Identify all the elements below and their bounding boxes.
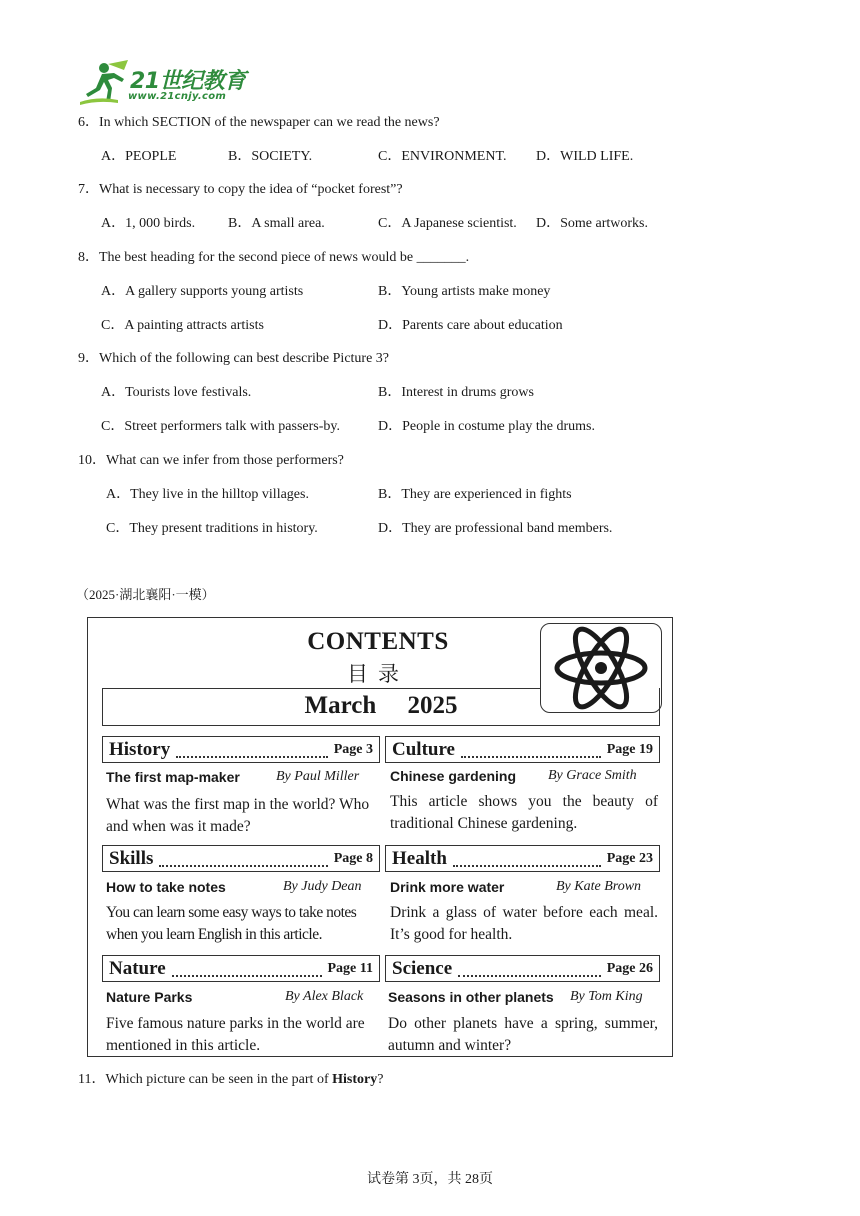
article-author: By Kate Brown xyxy=(556,879,642,894)
section-page: Page 26 xyxy=(606,960,653,976)
section-page: Page 19 xyxy=(606,741,653,757)
option-7c[interactable]: C．A Japanese scientist. xyxy=(378,216,517,231)
source-tag: （2025·湖北襄阳·一模） xyxy=(76,587,215,602)
question-number: 11． xyxy=(78,1072,106,1087)
article-description: You can learn some easy ways to take notes when you learn English in this article. xyxy=(106,904,357,943)
option-10d[interactable]: D．They are professional band members. xyxy=(378,521,613,536)
article-title: Seasons in other planets xyxy=(388,989,554,1005)
section-history-header xyxy=(102,736,380,763)
section-nature-header xyxy=(102,955,380,982)
section-page: Page 11 xyxy=(327,960,373,976)
site-logo xyxy=(78,60,248,106)
section-culture-header xyxy=(385,736,660,763)
question-bold-term: History xyxy=(332,1072,378,1087)
question-text: Which of the following can best describe Picture 3? xyxy=(99,351,390,366)
option-6c[interactable]: C．ENVIRONMENT. xyxy=(378,149,507,164)
article-description: Drink a glass of water before each meal. It’s good for health. xyxy=(390,904,658,943)
question-10 xyxy=(78,452,344,470)
section-name: Skills xyxy=(109,847,154,869)
option-6b[interactable]: B．SOCIETY. xyxy=(228,149,313,164)
leader-dots xyxy=(172,965,322,977)
option-9d[interactable]: D．People in costume play the drums. xyxy=(378,419,595,434)
option-6d[interactable]: D．WILD LIFE. xyxy=(536,149,634,164)
section-name: Science xyxy=(392,957,453,979)
option-10a[interactable]: A．They live in the hilltop villages. xyxy=(106,487,309,502)
option-7d[interactable]: D．Some artworks. xyxy=(536,216,648,231)
option-9a[interactable]: A．Tourists love festivals. xyxy=(101,385,252,400)
article-title: The first map-maker xyxy=(106,769,240,785)
month-banner xyxy=(102,688,660,726)
contents-subtitle: 目录 xyxy=(347,662,409,686)
option-8b[interactable]: B．Young artists make money xyxy=(378,284,551,299)
leader-dots xyxy=(453,855,601,867)
question-text: In which SECTION of the newspaper can we read the news? xyxy=(99,115,440,130)
section-page: Page 3 xyxy=(333,741,373,757)
section-name: Nature xyxy=(109,957,166,979)
section-science-header xyxy=(385,955,660,982)
runner-logo-icon xyxy=(78,60,130,106)
article-title: How to take notes xyxy=(106,879,226,895)
option-8a[interactable]: A．A gallery supports young artists xyxy=(101,284,304,299)
option-10b[interactable]: B．They are experienced in fights xyxy=(378,487,572,502)
question-text: What is necessary to copy the idea of “pocket forest”? xyxy=(99,182,403,197)
contents-figure xyxy=(87,617,673,1057)
leader-dots xyxy=(159,855,327,867)
question-number: 7． xyxy=(78,182,99,197)
question-11 xyxy=(78,1071,383,1089)
question-8 xyxy=(78,249,469,267)
article-title: Drink more water xyxy=(390,879,505,895)
option-9c[interactable]: C．Street performers talk with passers-by. xyxy=(101,419,340,434)
article-description: What was the first map in the world? Who and when was it made? xyxy=(106,796,370,835)
article-description: This article shows you the beauty of traditional Chinese gardening. xyxy=(390,793,658,832)
question-text-end: ? xyxy=(377,1072,384,1087)
article-author: By Grace Smith xyxy=(548,768,637,783)
article-author: By Judy Dean xyxy=(283,879,362,894)
section-name: History xyxy=(109,738,171,760)
question-6 xyxy=(78,114,440,132)
section-name: Health xyxy=(392,847,447,869)
article-author: By Alex Black xyxy=(285,989,364,1004)
month-text: March 2025 xyxy=(304,692,458,719)
page-footer: 试卷第 3页，共 28页 xyxy=(367,1172,493,1187)
option-7b[interactable]: B．A small area. xyxy=(228,216,325,231)
article-description: Do other planets have a spring, summer, autumn and winter? xyxy=(388,1015,658,1054)
section-name: Culture xyxy=(392,738,455,760)
logo-url-text: www.21cnjy.com xyxy=(128,91,227,102)
contents-title: CONTENTS xyxy=(307,628,449,655)
section-page: Page 23 xyxy=(606,850,653,866)
option-8c[interactable]: C．A painting attracts artists xyxy=(101,318,264,333)
section-health-header xyxy=(385,845,660,872)
article-title: Chinese gardening xyxy=(390,768,517,784)
question-number: 10． xyxy=(78,453,106,468)
leader-dots xyxy=(461,746,601,758)
question-number: 9． xyxy=(78,351,99,366)
question-9 xyxy=(78,350,389,368)
question-number: 6． xyxy=(78,115,99,130)
question-text: The best heading for the second piece of news would be _______. xyxy=(99,250,470,265)
option-7a[interactable]: A．1, 000 birds. xyxy=(101,216,196,231)
article-author: By Paul Miller xyxy=(276,769,360,784)
question-number: 8． xyxy=(78,250,99,265)
question-text: What can we infer from those performers? xyxy=(106,453,344,468)
logo-brand-text: 21世纪教育 xyxy=(130,69,246,94)
option-6a[interactable]: A．PEOPLE xyxy=(101,149,177,164)
section-page: Page 8 xyxy=(333,850,373,866)
article-title: Nature Parks xyxy=(106,989,193,1005)
question-7 xyxy=(78,181,403,199)
leader-dots xyxy=(176,746,328,758)
option-10c[interactable]: C．They present traditions in history. xyxy=(106,521,318,536)
section-skills-header xyxy=(102,845,380,872)
option-9b[interactable]: B．Interest in drums grows xyxy=(378,385,534,400)
article-author: By Tom King xyxy=(570,989,643,1004)
option-8d[interactable]: D．Parents care about education xyxy=(378,318,563,333)
question-text: Which picture can be seen in the part of xyxy=(105,1072,333,1087)
leader-dots xyxy=(458,965,601,977)
article-description: Five famous nature parks in the world are mentioned in this article. xyxy=(106,1015,365,1054)
